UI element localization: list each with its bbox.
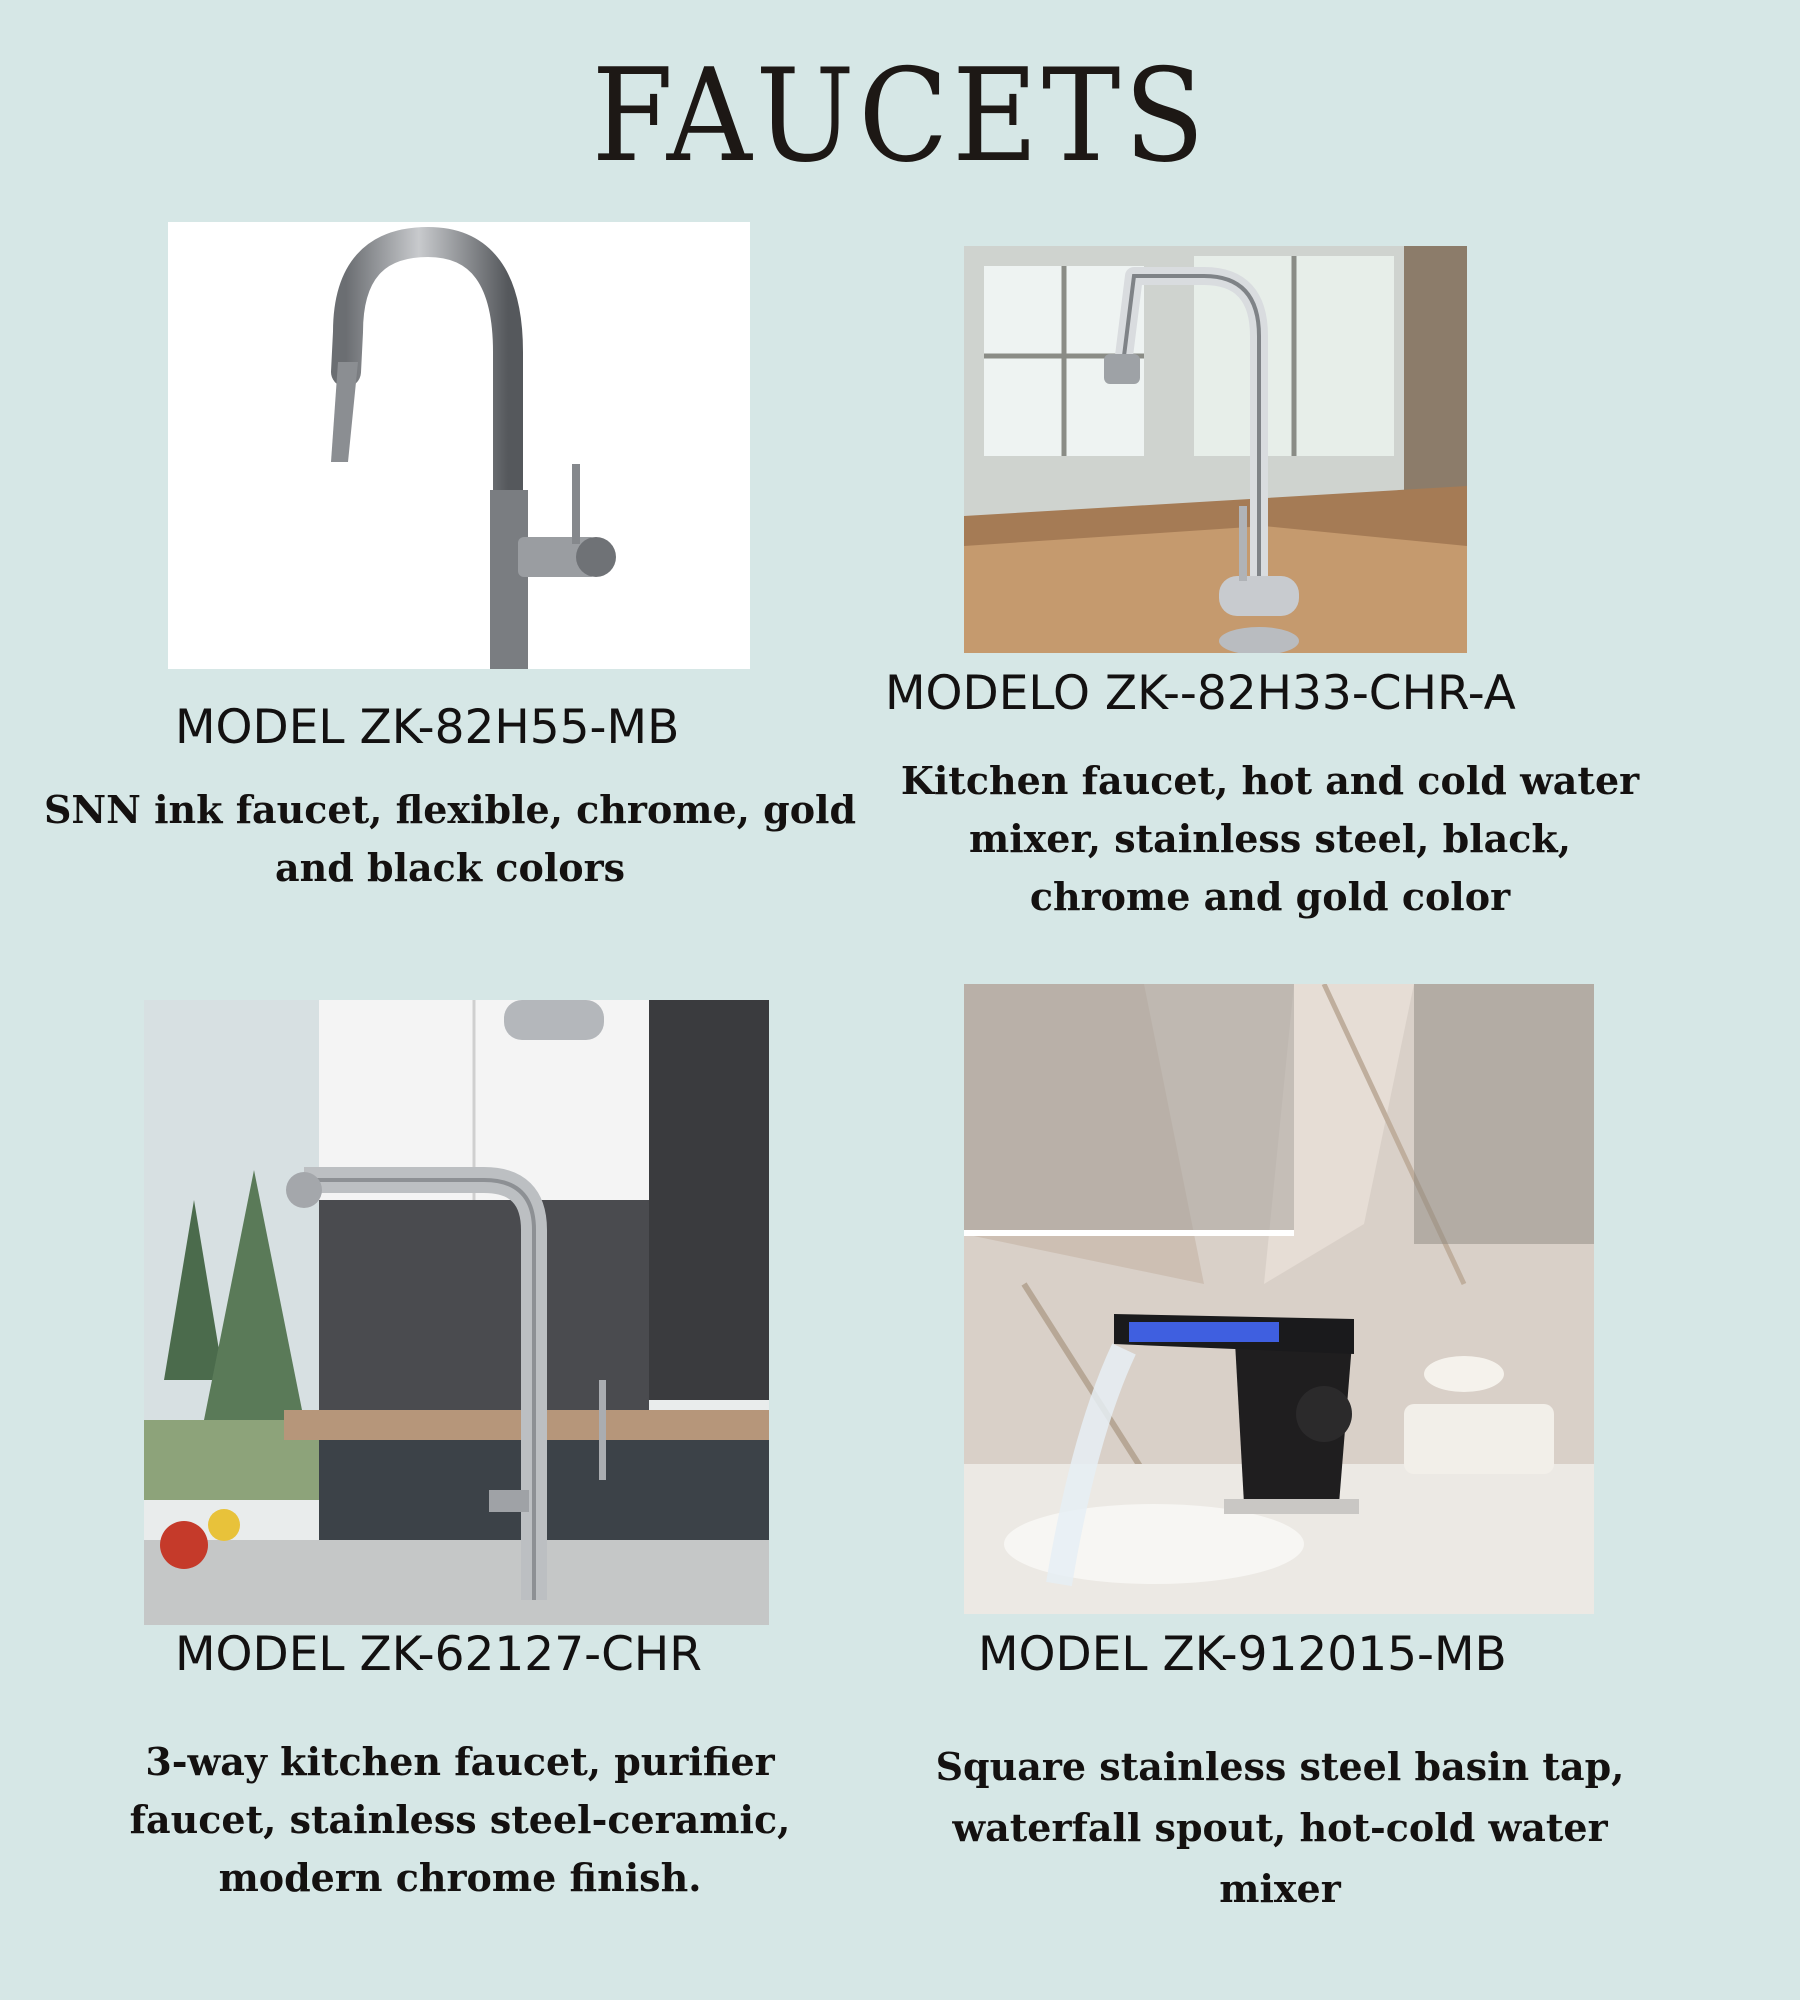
pull-down-faucet-icon <box>168 222 750 669</box>
waterfall-basin-tap-icon <box>964 984 1594 1614</box>
product-description-line: mixer, stainless steel, black, <box>969 816 1571 861</box>
product-description-line: and black colors <box>274 845 626 890</box>
product-model-1: MODEL ZK-82H55-MB <box>175 700 680 755</box>
product-image-4 <box>964 984 1594 1614</box>
product-description-line: modern chrome finish. <box>218 1855 702 1900</box>
product-description-line: SNN ink faucet, flexible, chrome, gold <box>43 787 857 832</box>
product-model-2: MODELO ZK--82H33-CHR-A <box>885 666 1516 721</box>
product-description-1 <box>20 781 880 897</box>
product-description-2 <box>870 752 1670 926</box>
page-title: FAUCETS <box>591 42 1209 191</box>
product-description-4 <box>860 1736 1700 1919</box>
product-description-line: faucet, stainless steel-ceramic, <box>129 1797 791 1842</box>
product-description-line: Square stainless steel basin tap, <box>935 1744 1625 1789</box>
product-description-line: Kitchen faucet, hot and cold water <box>900 758 1640 803</box>
product-description-line: waterfall spout, hot-cold water <box>952 1805 1608 1850</box>
product-description-line: 3-way kitchen faucet, purifier <box>145 1739 775 1784</box>
product-image-2 <box>964 246 1467 653</box>
product-description-line: mixer <box>1219 1866 1341 1911</box>
swivel-kitchen-faucet-icon <box>964 246 1467 653</box>
product-image-1 <box>168 222 750 669</box>
product-description-line: chrome and gold color <box>1029 874 1511 919</box>
product-description-3 <box>40 1733 880 1907</box>
product-model-3: MODEL ZK-62127-CHR <box>175 1627 702 1682</box>
product-image-3 <box>144 1000 769 1625</box>
three-way-faucet-icon <box>144 1000 769 1625</box>
product-model-4: MODEL ZK-912015-MB <box>978 1627 1507 1682</box>
